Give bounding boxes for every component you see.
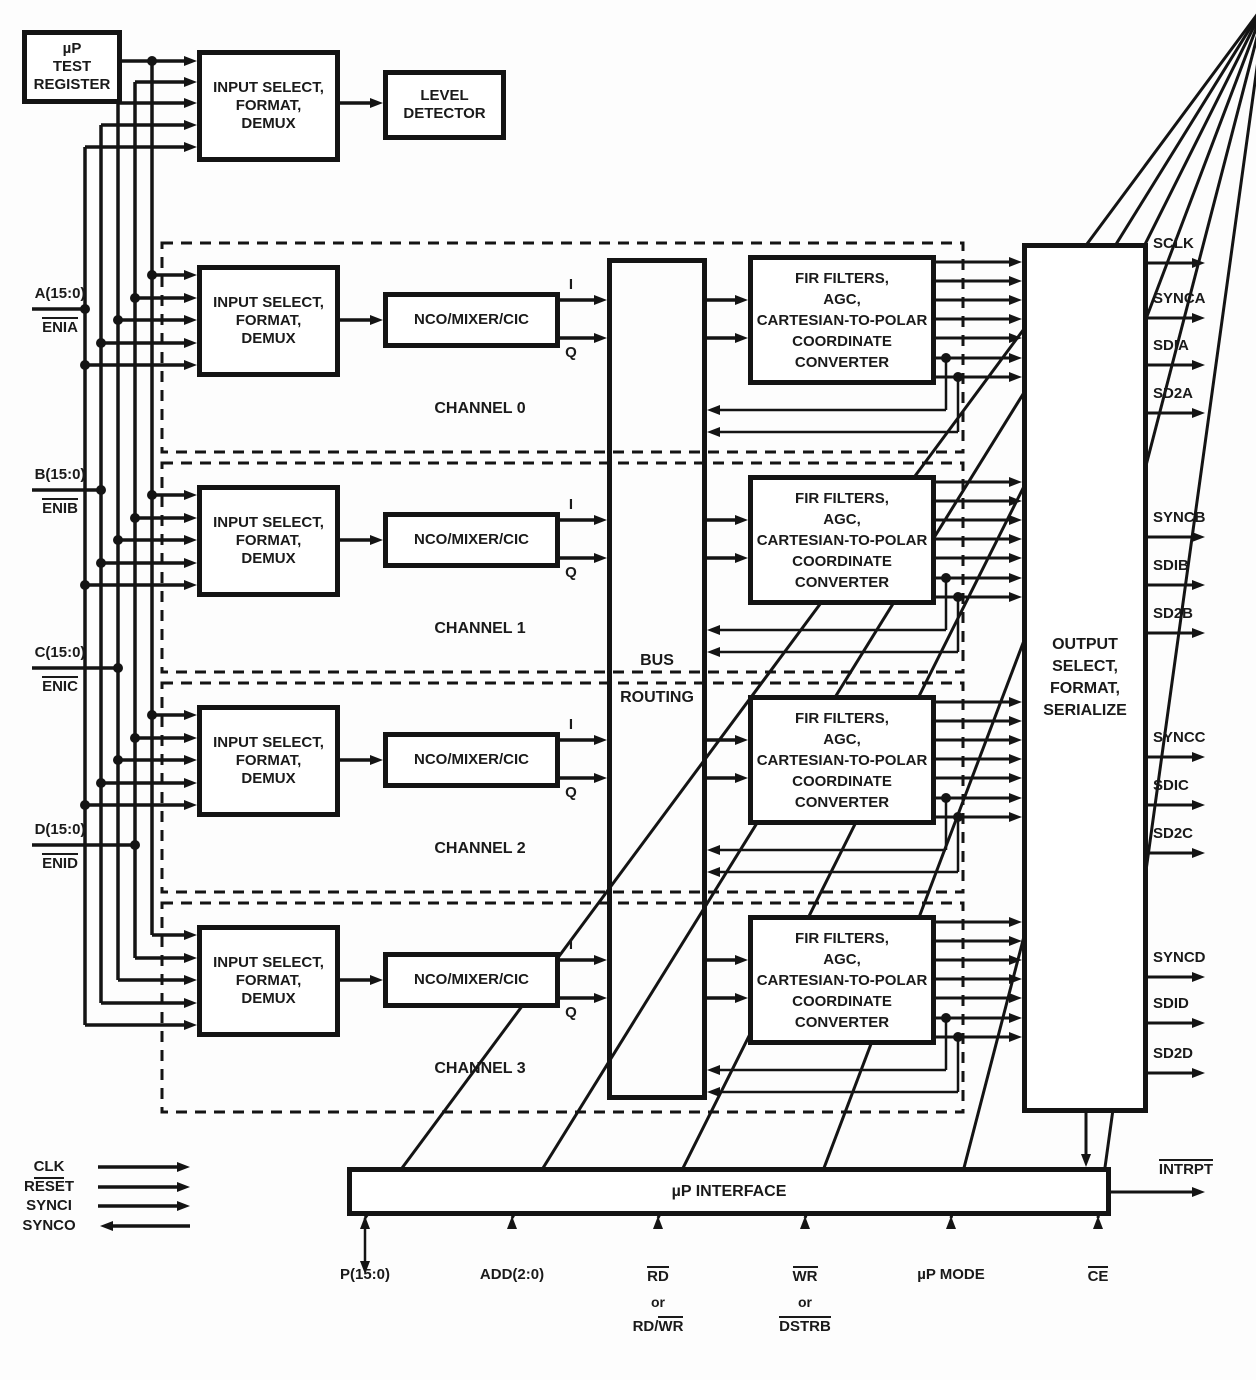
pin-0-text: P(15:0) [339,1266,391,1283]
channel-0-nco-mixer-cic-block: NCO/MIXER/CIC [383,292,560,348]
serial-output-2-label: SDIA [1153,337,1189,354]
channel-0-q-label: Q [565,344,577,361]
channel-1-fir-agc-block: FIR FILTERS, AGC, CARTESIAN-TO-POLAR COORDINATE CONVERTER [748,475,936,605]
control-1-text: RESET [23,1178,74,1195]
channel-2-label: CHANNEL 2 [434,840,526,857]
channel-0-i-label: I [568,276,574,293]
channel-2-q-label: Q [565,784,577,801]
serial-output-3-label: SD2A [1153,385,1194,402]
pin-0-label [305,1266,425,1283]
channel-3-input-select-block: INPUT SELECT, FORMAT, DEMUX [197,925,340,1037]
channel-1-label: CHANNEL 1 [434,620,526,637]
channel-0-label: CHANNEL 0 [434,400,526,417]
serial-output-0-label: SCLK [1153,235,1194,252]
pin-4-label [891,1266,1011,1283]
channel-2-fir-agc-block: FIR FILTERS, AGC, CARTESIAN-TO-POLAR COORDINATE CONVERTER [748,695,936,825]
pin-2-or-label: or [651,1294,665,1310]
input-bus-2-label: C(15:0) [34,644,86,661]
channel-2-nco-mixer-cic-block: NCO/MIXER/CIC [383,732,560,788]
pin-4-text: µP MODE [917,1266,985,1283]
level-detector-block: LEVEL DETECTOR [383,70,506,140]
serial-output-5-label: SDIB [1153,557,1189,574]
intrpt-label: INTRPT [1158,1161,1214,1178]
channel-3-nco-mixer-cic-block: NCO/MIXER/CIC [383,952,560,1008]
channel-0-input-select-block: INPUT SELECT, FORMAT, DEMUX [197,265,340,377]
bus-routing-block: BUS ROUTING [607,258,707,1100]
control-2-label [6,1197,92,1214]
up-test-register-block: µP TEST REGISTER [22,30,122,104]
channel-2-i-label: I [568,716,574,733]
channel-2-input-select-block: INPUT SELECT, FORMAT, DEMUX [197,705,340,817]
output-select-block: OUTPUT SELECT, FORMAT, SERIALIZE [1022,243,1148,1113]
serial-output-8-label: SDIC [1153,777,1189,794]
pin-5-label [1038,1266,1158,1286]
channel-1-q-label: Q [565,564,577,581]
input-enable-0-text: ENIA [42,319,78,336]
channel-3-label: CHANNEL 3 [434,1060,526,1077]
input-enable-2-text: ENIC [42,678,78,695]
pin-2-label [598,1266,718,1286]
channel-1-input-select-block: INPUT SELECT, FORMAT, DEMUX [197,485,340,597]
control-3-text: SYNCO [22,1217,76,1234]
pin-5-text: CE [1087,1268,1109,1285]
pin-2-alt-label [598,1316,718,1336]
pin-1-label [452,1266,572,1283]
serial-output-11-label: SDID [1153,995,1189,1012]
input-enable-0-label [14,317,106,337]
pin-3-or-label: or [798,1294,812,1310]
input-enable-3-text: ENID [42,855,78,872]
channel-3-fir-agc-block: FIR FILTERS, AGC, CARTESIAN-TO-POLAR COORDINATE CONVERTER [748,915,936,1045]
serial-output-6-label: SD2B [1153,605,1194,622]
pin-3-alt-label [745,1316,865,1336]
serial-output-1-label: SYNCA [1153,290,1206,307]
serial-output-12-label: SD2D [1153,1045,1194,1062]
control-0-text: CLK [34,1159,65,1179]
up-interface-block: µP INTERFACE [347,1167,1111,1216]
pin-2-text: RD [647,1268,669,1285]
serial-output-10-label: SYNCD [1153,949,1206,966]
pin-1-text: ADD(2:0) [479,1266,545,1283]
pin-2-alt-prefix: RD/ [632,1318,659,1335]
channel-0-fir-agc-block: FIR FILTERS, AGC, CARTESIAN-TO-POLAR COORDINATE CONVERTER [748,255,936,385]
channel-1-nco-mixer-cic-block: NCO/MIXER/CIC [383,512,560,568]
pin-3-alt-text: DSTRB [779,1318,831,1335]
channel-3-q-label: Q [565,1004,577,1021]
serial-output-7-label: SYNCC [1153,729,1206,746]
input-enable-3-label [14,853,106,873]
input-bus-0-label: A(15:0) [34,285,86,302]
input-enable-2-label [14,676,106,696]
control-3-label [6,1217,92,1234]
channel-3-i-label: I [568,936,574,953]
control-1-label [6,1178,92,1195]
serial-output-4-label: SYNCB [1153,509,1206,526]
input-select-top-block: INPUT SELECT, FORMAT, DEMUX [197,50,340,162]
input-enable-1-label [14,498,106,518]
serial-output-9-label: SD2C [1153,825,1194,842]
channel-1-i-label: I [568,496,574,513]
input-enable-1-text: ENIB [42,500,78,517]
control-2-text: SYNCI [26,1197,72,1214]
pin-3-label [745,1266,865,1286]
input-bus-1-label: B(15:0) [34,466,86,483]
pin-3-text: WR [792,1268,818,1285]
input-bus-3-label: D(15:0) [34,821,86,838]
control-0-label [6,1158,92,1179]
pin-2-alt-text: WR [658,1318,684,1335]
